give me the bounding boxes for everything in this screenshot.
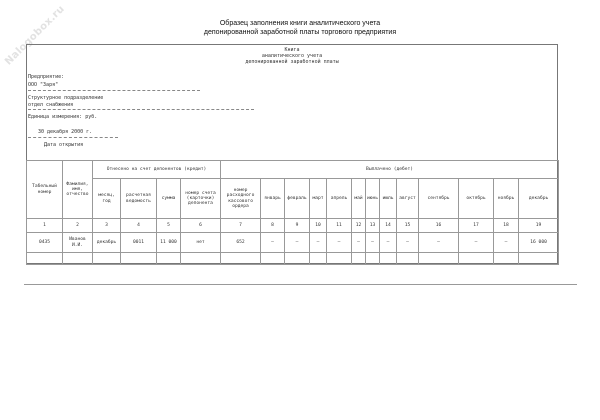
header-account-number: номер счета (карточки) депонента xyxy=(181,179,221,219)
header-tab-number: Табельный номер xyxy=(27,161,63,219)
table-cell: – xyxy=(285,233,310,253)
column-number: 3 xyxy=(93,219,121,233)
column-number: 15 xyxy=(397,219,419,233)
deposit-table xyxy=(26,160,559,265)
table-cell: 652 xyxy=(221,233,261,253)
header-month: сентябрь xyxy=(419,179,459,219)
table-cell: – xyxy=(419,233,459,253)
table-row xyxy=(27,233,559,253)
book-title-1: Книга xyxy=(284,47,300,53)
header-cash-order: номер расходного кассового ордера xyxy=(221,179,261,219)
header-month: декабрь xyxy=(519,179,559,219)
column-number: 16 xyxy=(419,219,459,233)
table-cell: 11 000 xyxy=(157,233,181,253)
page-title-line-1: Образец заполнения книги аналитического учета xyxy=(219,20,381,27)
open-date-label: Дата открытия xyxy=(44,142,84,148)
open-date-value: 30 декабря 2000 г. xyxy=(38,129,93,135)
column-number: 14 xyxy=(380,219,397,233)
header-debit: Выплачено (дебет) xyxy=(221,161,559,179)
column-number: 8 xyxy=(261,219,285,233)
column-number: 1 xyxy=(27,219,63,233)
column-number: 11 xyxy=(327,219,352,233)
separator-line xyxy=(28,137,118,138)
column-number: 7 xyxy=(221,219,261,233)
book-title-2: аналитического учета xyxy=(261,53,323,59)
enterprise-value: ООО "Заря" xyxy=(28,82,59,88)
column-number: 12 xyxy=(352,219,366,233)
header-credit: Отнесено на счет депонентов (кредит) xyxy=(93,161,221,179)
separator-line xyxy=(28,90,200,91)
header-month: июнь xyxy=(366,179,380,219)
column-number: 18 xyxy=(494,219,519,233)
table-cell: – xyxy=(494,233,519,253)
bottom-divider xyxy=(24,284,577,285)
header-month-year: месяц, год xyxy=(93,179,121,219)
header-month: март xyxy=(310,179,327,219)
watermark: Nalogobox.ru xyxy=(3,3,67,68)
table-cell: 0435 xyxy=(27,233,63,253)
header-month: август xyxy=(397,179,419,219)
column-number: 2 xyxy=(63,219,93,233)
header-month: ноябрь xyxy=(494,179,519,219)
column-number: 4 xyxy=(121,219,157,233)
header-month: июль xyxy=(380,179,397,219)
header-payroll-sheet: расчетная ведомость xyxy=(121,179,157,219)
header-amount: сумма xyxy=(157,179,181,219)
column-number: 6 xyxy=(181,219,221,233)
table-cell: – xyxy=(261,233,285,253)
header-month: октябрь xyxy=(459,179,494,219)
column-number: 10 xyxy=(310,219,327,233)
table-cell: – xyxy=(310,233,327,253)
separator-line xyxy=(28,109,254,110)
header-month: апрель xyxy=(327,179,352,219)
table-cell: – xyxy=(352,233,366,253)
table-cell: 0011 xyxy=(121,233,157,253)
enterprise-label: Предприятие: xyxy=(28,74,65,80)
table-cell: нет xyxy=(181,233,221,253)
header-month: февраль xyxy=(285,179,310,219)
table-row-empty xyxy=(27,253,559,265)
page-title-line-2: депонированной заработной платы торгового предприятия xyxy=(203,29,397,36)
table-cell: – xyxy=(380,233,397,253)
header-month: январь xyxy=(261,179,285,219)
column-number: 19 xyxy=(519,219,559,233)
column-number: 5 xyxy=(157,219,181,233)
department-label: Структурное подразделение xyxy=(28,95,104,101)
header-month: май xyxy=(352,179,366,219)
table-cell: – xyxy=(459,233,494,253)
column-number: 9 xyxy=(285,219,310,233)
column-number: 17 xyxy=(459,219,494,233)
table-cell: 16 000 xyxy=(519,233,559,253)
table-cell: Иванов И.И. xyxy=(63,233,93,253)
table-cell: – xyxy=(397,233,419,253)
column-number: 13 xyxy=(366,219,380,233)
table-cell: – xyxy=(327,233,352,253)
header-full-name: Фамилия, имя, отчество xyxy=(63,161,93,219)
unit-label: Единица измерения: руб. xyxy=(28,114,98,120)
department-value: отдел снабжения xyxy=(28,102,74,108)
table-cell: декабрь xyxy=(93,233,121,253)
table-cell: – xyxy=(366,233,380,253)
book-title-3: депонированной заработной платы xyxy=(245,59,339,65)
